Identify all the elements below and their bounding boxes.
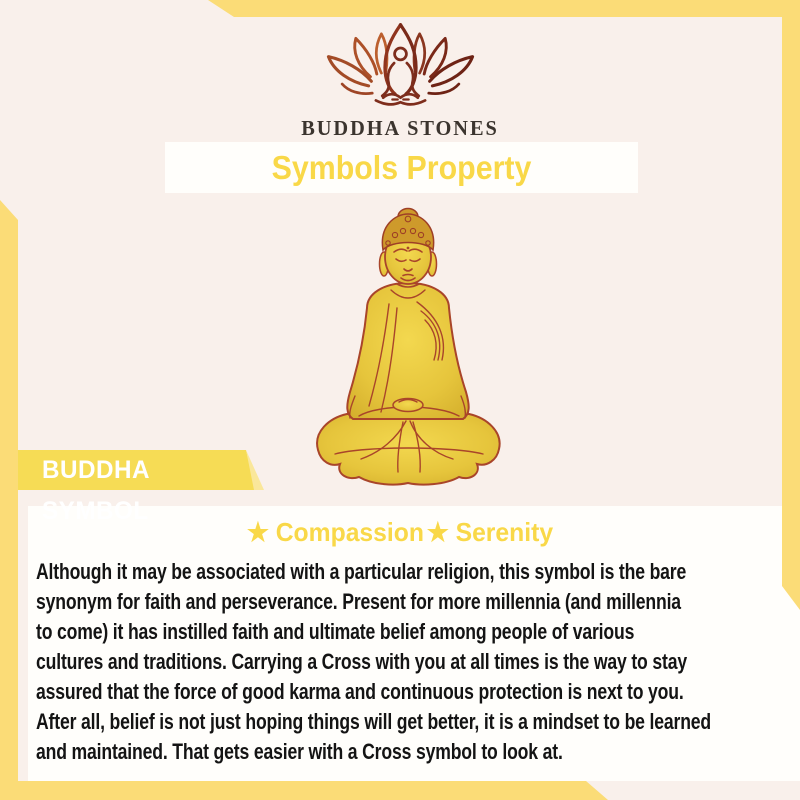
description-line: to come) it has instilled faith and ultimate belief among people of various	[36, 619, 635, 644]
traits-line	[20, 517, 780, 548]
trait-serenity: Serenity	[455, 517, 554, 547]
category-banner	[18, 450, 268, 525]
bottom-ribbon	[0, 781, 608, 800]
description-line: cultures and traditions. Carrying a Cross with you at all times is the way to stay	[36, 649, 687, 674]
golden-buddha-statue	[303, 206, 513, 490]
description-line: After all, belief is not just hoping things will get better, it is a mindset to be learned	[36, 709, 712, 734]
star-icon: ★	[426, 517, 449, 547]
category-banner-label: BUDDHA SYMBOL	[42, 456, 150, 525]
star-icon: ★	[246, 517, 270, 547]
description-line: synonym for faith and perseverance. Present for more millennia (and millennia	[36, 589, 681, 614]
page-title: Symbols Property	[271, 149, 532, 186]
description-line: Although it may be associated with a particular religion, this symbol is the bare	[36, 559, 687, 584]
left-ribbon	[0, 200, 18, 800]
top-ribbon	[208, 0, 800, 17]
brand-logo	[0, 20, 800, 141]
brand-name: BUDDHA STONES	[301, 116, 499, 140]
description-text	[36, 557, 800, 767]
lotus-meditation-icon	[323, 20, 478, 107]
description-line: assured that the force of good karma and continuous protection is next to you.	[36, 679, 684, 704]
description-line: and maintained. That gets easier with a Cross symbol to look at.	[36, 739, 563, 764]
trait-compassion: Compassion	[275, 517, 424, 547]
